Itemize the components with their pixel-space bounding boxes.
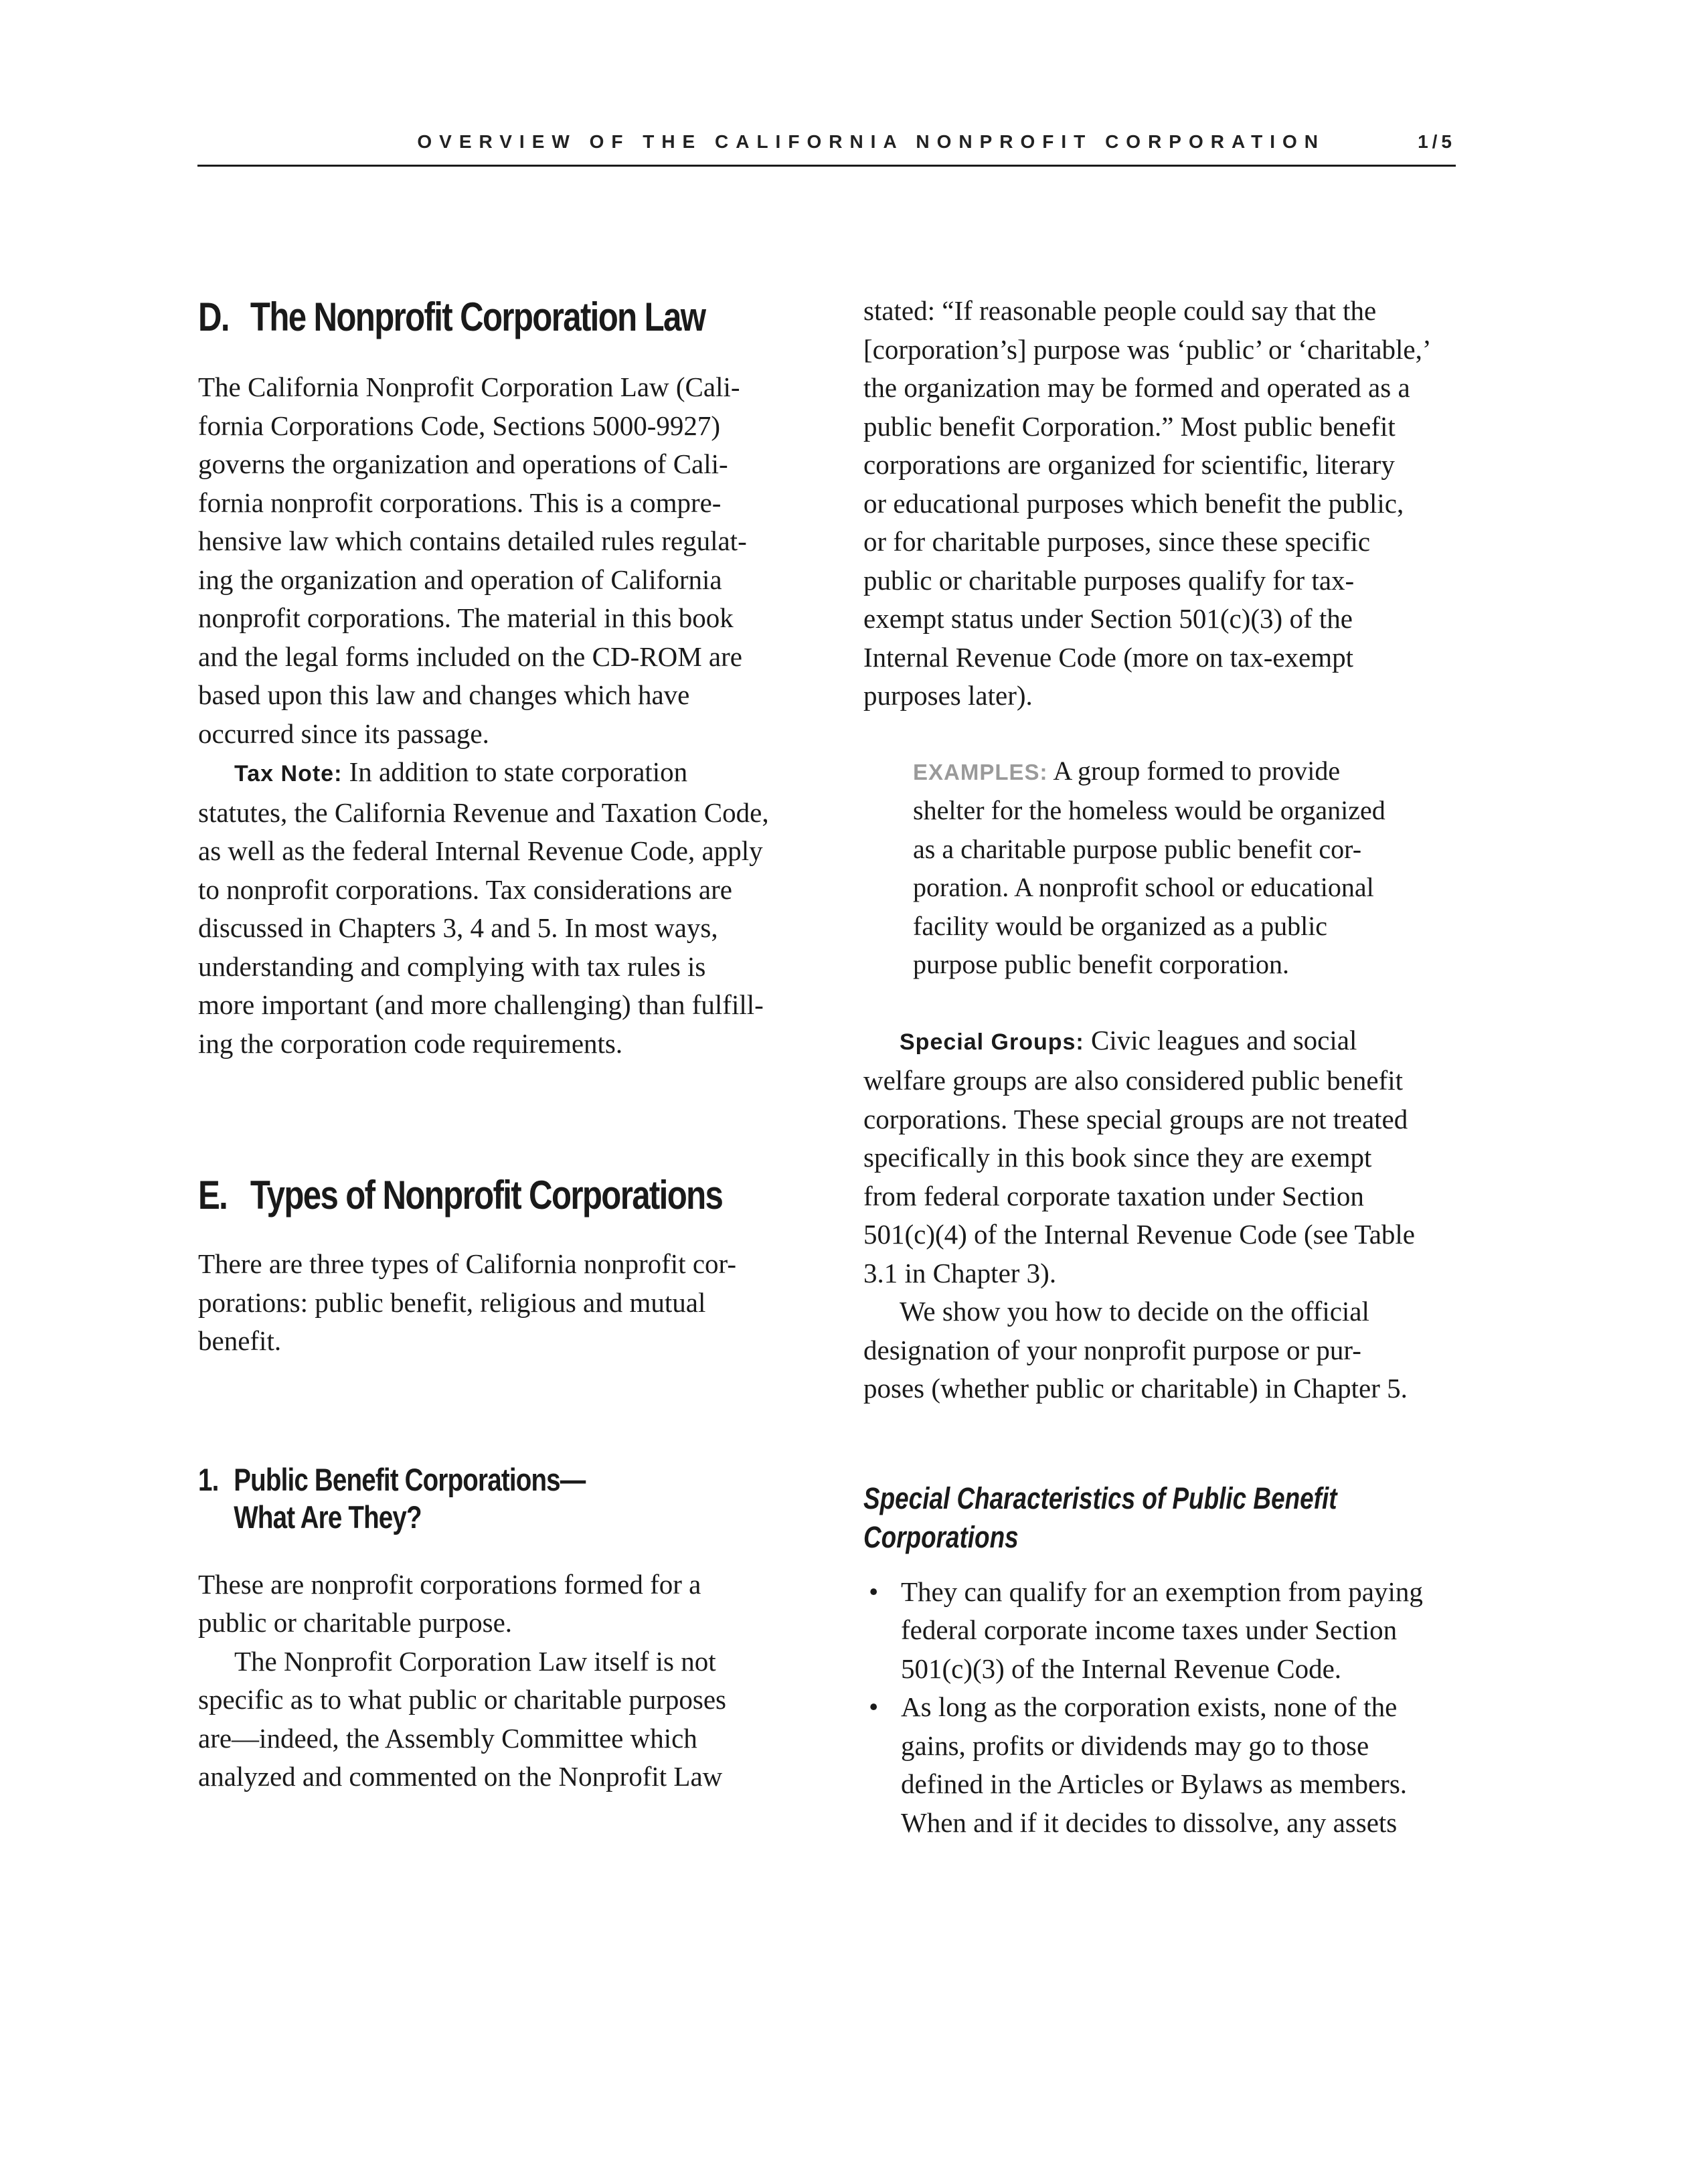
text-line: [corporation’s] purpose was ‘public’ or ‘charitable,’ — [863, 333, 1432, 365]
text-line: more important (and more challenging) than fulfill- — [198, 989, 764, 1020]
section-d-heading — [198, 290, 714, 344]
text-line: In addition to state corporation — [342, 756, 688, 787]
text-line: designation of your nonprofit purpose or pur- — [863, 1334, 1361, 1365]
section-d-title: The Nonprofit Corporation Law — [250, 295, 705, 339]
text-line: facility would be organized as a public — [913, 910, 1328, 941]
text-line: public benefit Corporation.” Most public benefit — [863, 410, 1396, 442]
text-line: Internal Revenue Code (more on tax-exempt — [863, 641, 1354, 673]
bullet-icon: • — [869, 1576, 879, 1607]
text-line: welfare groups are also considered public benefit — [863, 1065, 1404, 1096]
subsection-1-paragraph-2 — [198, 1643, 827, 1796]
text-line: based upon this law and changes which have — [198, 679, 690, 710]
text-line: nonprofit corporations. The material in this book — [198, 602, 734, 633]
special-groups-label: Special Groups: — [900, 1029, 1084, 1055]
characteristics-heading — [863, 1479, 1357, 1557]
special-groups-paragraph — [863, 1021, 1466, 1293]
text-line: and the legal forms included on the CD-ROM are — [198, 641, 742, 672]
text-line: corporations. These special groups are not treated — [863, 1103, 1408, 1135]
text-line: fornia Corporations Code, Sections 5000-9927) — [198, 410, 721, 441]
text-line: benefit. — [198, 1325, 282, 1356]
text-line: occurred since its passage. — [198, 718, 489, 749]
text-line: specific as to what public or charitable purposes — [198, 1684, 726, 1715]
text-line: When and if it decides to dissolve, any assets — [901, 1807, 1398, 1838]
subsection-1-number: 1. — [198, 1461, 219, 1497]
text-line: There are three types of California nonprofit cor- — [198, 1248, 737, 1279]
header-rule — [197, 165, 1456, 167]
text-line: 501(c)(4) of the Internal Revenue Code (see Table — [863, 1219, 1416, 1250]
text-line: 501(c)(3) of the Internal Revenue Code. — [901, 1653, 1342, 1684]
subsection-1-heading — [198, 1461, 714, 1536]
section-e-title: Types of Nonprofit Corporations — [250, 1173, 723, 1217]
text-line: as a charitable purpose public benefit cor- — [913, 833, 1362, 864]
section-e-letter: E. — [198, 1173, 228, 1217]
text-line: analyzed and commented on the Nonprofit Law — [198, 1761, 723, 1792]
subsection-1-title-line2: What Are They? — [234, 1499, 422, 1535]
text-line: the organization may be formed and operated as a — [863, 372, 1410, 403]
text-line: These are nonprofit corporations formed for a — [198, 1568, 701, 1600]
right-column — [863, 288, 1466, 1842]
bullet-icon: • — [869, 1691, 879, 1722]
text-line: ing the corporation code requirements. — [198, 1027, 623, 1059]
text-line: They can qualify for an exemption from paying — [901, 1576, 1423, 1607]
text-line: gains, profits or dividends may go to those — [901, 1730, 1369, 1761]
text-line: public or charitable purpose. — [198, 1607, 513, 1638]
subsection-1-paragraph — [198, 1566, 827, 1643]
designation-paragraph — [863, 1292, 1466, 1408]
text-line: to nonprofit corporations. Tax considerations are — [198, 873, 732, 905]
list-item — [863, 1573, 1466, 1689]
text-line: shelter for the homeless would be organized — [913, 795, 1385, 825]
text-line: governs the organization and operations of Cali- — [198, 448, 728, 479]
text-line: are—indeed, the Assembly Committee which — [198, 1722, 697, 1754]
text-line: statutes, the California Revenue and Taxation Code, — [198, 796, 769, 828]
text-line: defined in the Articles or Bylaws as members. — [901, 1768, 1408, 1799]
text-line: as well as the federal Internal Revenue Code, apply — [198, 835, 763, 866]
running-head — [197, 131, 1456, 170]
text-line: purpose public benefit corporation. — [913, 949, 1290, 979]
text-line: We show you how to decide on the official — [900, 1296, 1369, 1327]
characteristics-list — [863, 1573, 1466, 1843]
text-line: discussed in Chapters 3, 4 and 5. In most ways, — [198, 912, 718, 943]
text-line: ing the organization and operation of California — [198, 564, 722, 595]
examples-block — [913, 752, 1466, 984]
text-line: poration. A nonprofit school or educational — [913, 872, 1374, 902]
section-d-paragraph — [198, 368, 827, 753]
text-line: Civic leagues and social — [1084, 1024, 1357, 1056]
subsection-1-title-line1: Public Benefit Corporations— — [234, 1461, 586, 1497]
text-line: As long as the corporation exists, none of the — [901, 1691, 1398, 1722]
text-line: understanding and complying with tax rules is — [198, 950, 706, 982]
list-item — [863, 1688, 1466, 1842]
text-line: corporations are organized for scientific, literary — [863, 449, 1395, 480]
text-line: hensive law which contains detailed rules regulat- — [198, 525, 747, 556]
tax-note-paragraph — [198, 753, 827, 1063]
page-number: 1/5 — [1418, 131, 1456, 152]
text-line: fornia nonprofit corporations. This is a compre- — [198, 487, 722, 518]
text-line: 3.1 in Chapter 3). — [863, 1257, 1057, 1288]
text-line: The California Nonprofit Corporation Law (Cali- — [198, 371, 740, 402]
text-line: from federal corporate taxation under Section — [863, 1180, 1364, 1211]
tax-note-label: Tax Note: — [234, 761, 343, 786]
examples-label: EXAMPLES: — [913, 759, 1048, 784]
characteristics-heading-line2: Corporations — [863, 1519, 1019, 1554]
text-line: federal corporate income taxes under Section — [901, 1614, 1398, 1645]
text-line: public or charitable purposes qualify for tax- — [863, 564, 1355, 596]
section-e-paragraph — [198, 1245, 827, 1361]
text-line: poses (whether public or charitable) in Chapter 5. — [863, 1373, 1408, 1404]
running-head-title: OVERVIEW OF THE CALIFORNIA NONPROFIT CORPORATION — [417, 131, 1325, 152]
text-line: or educational purposes which benefit the public, — [863, 487, 1404, 519]
text-line: purposes later). — [863, 680, 1033, 711]
text-line: porations: public benefit, religious and mutual — [198, 1286, 706, 1318]
text-line: exempt status under Section 501(c)(3) of the — [863, 603, 1353, 634]
text-line: stated: “If reasonable people could say that the — [863, 295, 1377, 326]
continued-paragraph — [863, 292, 1466, 716]
left-column — [198, 288, 827, 1796]
section-d-letter: D. — [198, 295, 229, 339]
characteristics-heading-line1: Special Characteristics of Public Benefit — [863, 1481, 1337, 1515]
text-line: or for charitable purposes, since these specific — [863, 526, 1371, 557]
section-e-heading — [198, 1169, 723, 1222]
text-line: A group formed to provide — [1047, 755, 1341, 786]
text-line: specifically in this book since they are exempt — [863, 1142, 1372, 1173]
text-line: The Nonprofit Corporation Law itself is not — [234, 1645, 716, 1677]
